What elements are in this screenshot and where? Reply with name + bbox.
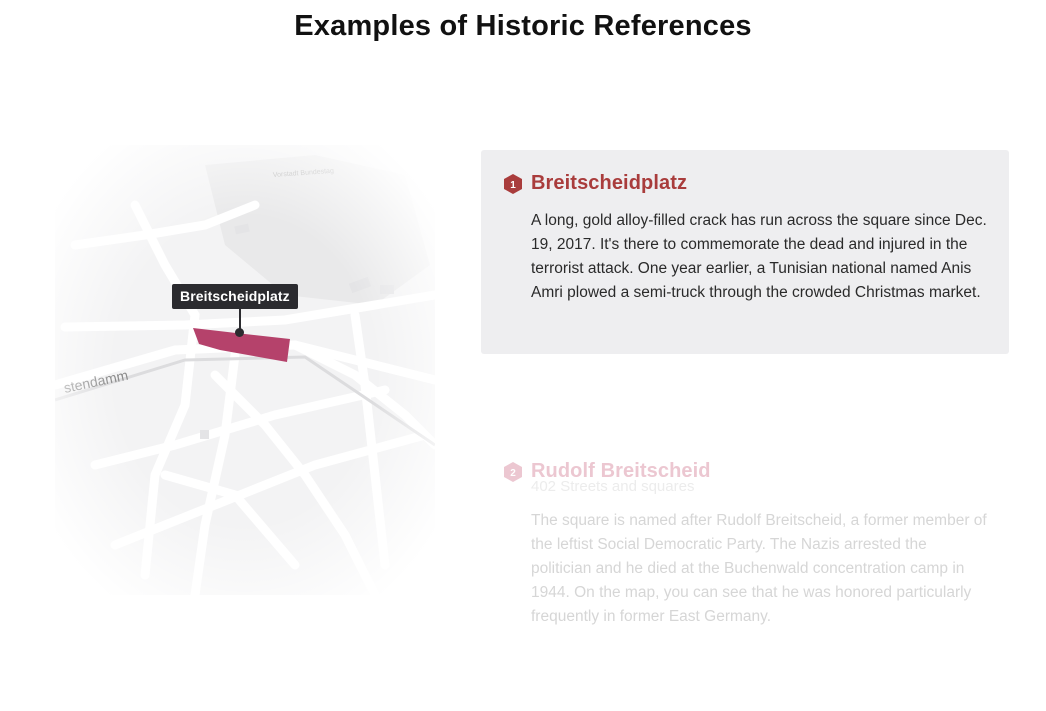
reference-card-breitscheidplatz[interactable] [481,150,1009,354]
page-title: Examples of Historic References [294,10,752,42]
card-title: Rudolf Breitscheid [531,460,711,482]
card-header [504,172,687,195]
map-tooltip-marker [235,328,244,337]
reference-card-rudolf-breitscheid[interactable] [481,438,1009,638]
card-number: 1 [510,179,516,191]
card-number: 2 [510,467,516,479]
map[interactable] [55,145,435,595]
map-canvas[interactable] [55,145,435,595]
card-title: Breitscheidplatz [531,172,688,194]
map-tooltip: Breitscheidplatz [172,284,298,309]
hexagon-number-icon [504,174,522,194]
card-subtitle: 402 Streets and squares [531,478,695,495]
map-fade-overlay [55,145,435,595]
card-body: A long, gold alloy-filled crack has run across the square since Dec. 19, 2017. It's there to commemorate the dead and injured in the terrorist attack. One year earlier, a Tunisian national named Anis Amri plowed a semi-truck through the crowded Christmas market. [531,212,987,301]
card-body: The square is named after Rudolf Breitscheid, a former member of the leftist Social Democratic Party. The Nazis arrested the politician and he died at the Buchenwald concentration camp in 1944. On the map, you can see that he was honored particularly frequently in former East Germany. [531,512,987,625]
hexagon-number-icon [504,462,522,482]
